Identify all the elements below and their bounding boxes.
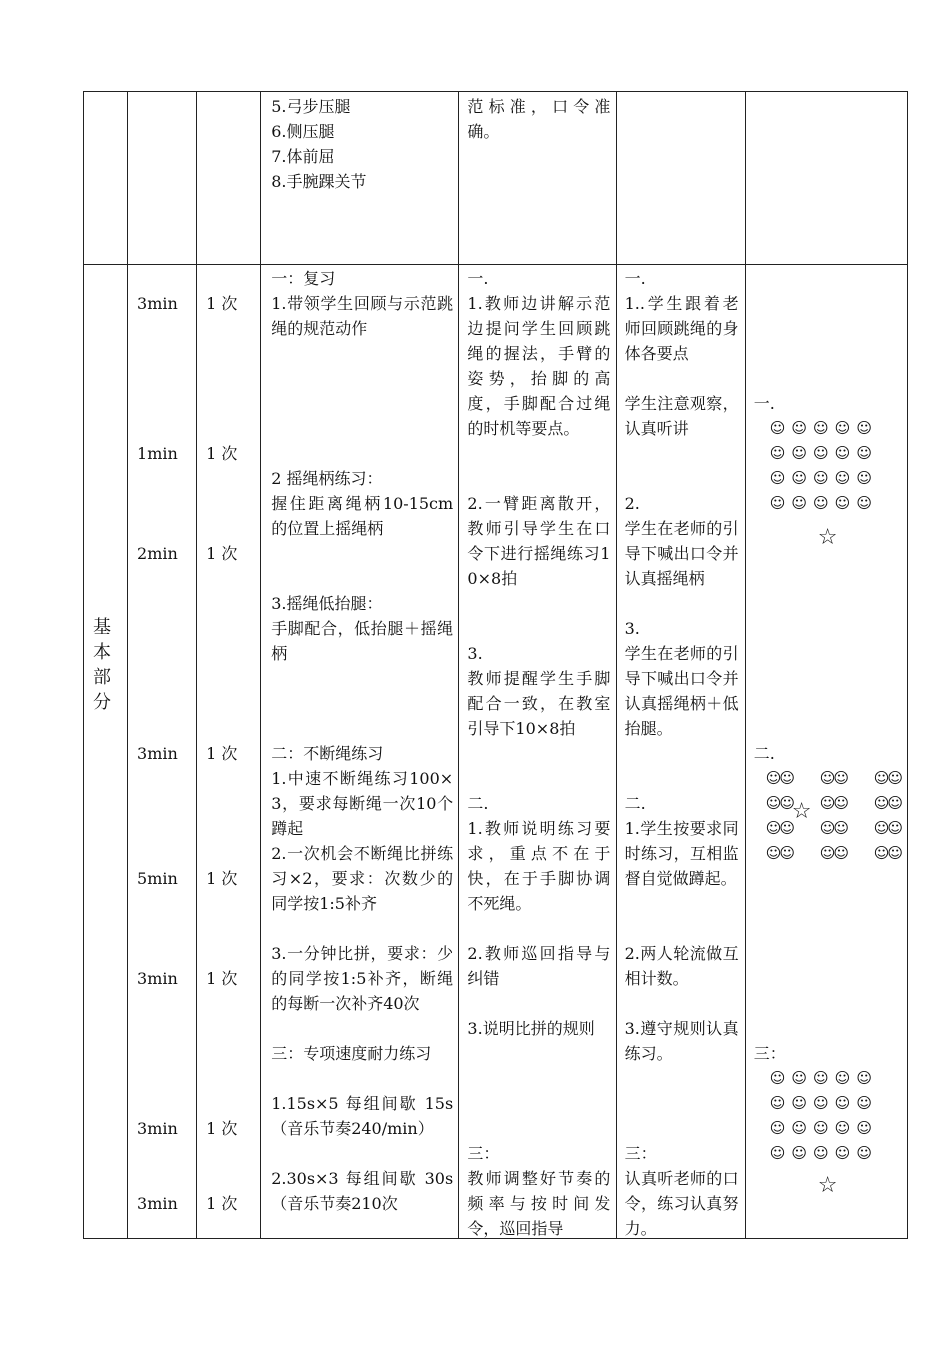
student-heading: 二. <box>624 794 646 813</box>
student-text: 学生在老师的引导下喊出口令并认真摇绳柄＋低抬腿。 <box>624 644 739 738</box>
time-value: 3min <box>137 744 178 763</box>
count-cell <box>197 92 261 265</box>
teacher-text: 教师提醒学生手脚配合一致，在教室引导下10×8拍 <box>467 669 611 738</box>
teacher-text: 2.教师巡回指导与纠错 <box>467 944 611 988</box>
section-heading: 一：复习 <box>271 269 336 288</box>
student-row-icon: ☺☺☺☺☺ <box>769 419 878 437</box>
student-cell <box>616 92 745 265</box>
content-item: 1.15s×5 每组间歇 15s（音乐节奏240/min） <box>271 1094 454 1138</box>
student-row-icon: ☺☺☺☺☺ <box>769 469 878 487</box>
student-pair-icon: ☺☺ <box>765 844 794 862</box>
section-cell <box>84 92 128 265</box>
content-item: 3.一分钟比拼，要求：少的同学按1:5补齐，断绳的每断一次补齐40次 <box>271 944 454 1013</box>
time-value: 3min <box>137 1119 178 1138</box>
student-row-icon: ☺☺☺☺☺ <box>769 1094 878 1112</box>
section-heading: 二：不断绳练习 <box>271 744 384 763</box>
count-value: 1 次 <box>206 969 238 988</box>
teacher-star-icon: ☆ <box>791 799 812 824</box>
teacher-text: 1.教师边讲解示范边提问学生回顾跳绳的握法，手臂的姿势，抬脚的高度，手脚配合过绳的时机等要点。 <box>467 294 611 438</box>
count-value: 1 次 <box>206 1194 238 1213</box>
teacher-text: 范标准，口令准确。 <box>467 97 611 141</box>
student-text: 学生在老师的引导下喊出口令并认真摇绳柄 <box>624 519 739 588</box>
student-row-icon: ☺☺☺☺☺ <box>769 1069 878 1087</box>
time-value: 3min <box>137 969 178 988</box>
student-pair-icon: ☺☺ <box>873 794 902 812</box>
time-value: 1min <box>137 444 178 463</box>
teacher-heading: 三： <box>467 1144 500 1163</box>
section-label: 基本部分 <box>93 617 111 713</box>
time-value: 5min <box>137 869 178 888</box>
formation-cell <box>745 92 907 265</box>
teacher-heading: 二. <box>467 794 489 813</box>
student-pair-icon: ☺☺ <box>873 844 902 862</box>
student-text: 1.学生按要求同时练习，互相监督自觉做蹲起。 <box>624 819 739 888</box>
content-item: 1.中速不断绳练习100×3，要求每断绳一次10个蹲起 <box>271 769 454 838</box>
student-row-icon: ☺☺☺☺☺ <box>769 1119 878 1137</box>
content-item: 2.30s×3 每组间歇 30s（音乐节奏210次 <box>271 1169 454 1213</box>
content-cell <box>261 265 459 1239</box>
student-cell <box>616 265 745 1239</box>
count-cell <box>197 265 261 1239</box>
count-value: 1 次 <box>206 544 238 563</box>
student-heading: 一. <box>624 269 646 288</box>
content-item: 5.弓步压腿 <box>271 97 351 116</box>
time-value: 3min <box>137 1194 178 1213</box>
student-pair-icon: ☺☺ <box>819 844 848 862</box>
student-pair-icon: ☺☺ <box>819 794 848 812</box>
teacher-text: 1.教师说明练习要求，重点不在于快，在于手脚协调不死绳。 <box>467 819 611 913</box>
student-text: 2.两人轮流做互相计数。 <box>624 944 739 988</box>
content-item: 3.摇绳低抬腿： <box>271 594 383 613</box>
formation-label: 一. <box>753 394 775 413</box>
student-row-icon: ☺☺☺☺☺ <box>769 494 878 512</box>
formation-cell <box>745 265 907 1239</box>
time-cell <box>128 92 197 265</box>
teacher-star-icon: ☆ <box>817 1173 838 1198</box>
content-item: 7.体前屈 <box>271 147 335 166</box>
count-value: 1 次 <box>206 294 238 313</box>
student-pair-icon: ☺☺ <box>765 819 794 837</box>
student-heading: 三： <box>624 1144 657 1163</box>
student-pair-icon: ☺☺ <box>765 794 794 812</box>
content-item: 8.手腕踝关节 <box>271 172 367 191</box>
student-pair-icon: ☺☺ <box>873 769 902 787</box>
student-text: 3.遵守规则认真练习。 <box>624 1019 739 1063</box>
count-value: 1 次 <box>206 744 238 763</box>
content-item: 2 摇绳柄练习： <box>271 469 383 488</box>
content-item: 6.侧压腿 <box>271 122 335 141</box>
time-value: 2min <box>137 544 178 563</box>
student-text: 认真听老师的口令，练习认真努力。 <box>624 1169 739 1238</box>
table-row-basic-section <box>84 265 908 1239</box>
student-heading: 2. <box>624 494 640 513</box>
student-row-icon: ☺☺☺☺☺ <box>769 1144 878 1162</box>
student-pair-icon: ☺☺ <box>819 769 848 787</box>
content-cell <box>261 92 459 265</box>
student-pair-icon: ☺☺ <box>873 819 902 837</box>
teacher-heading: 3. <box>467 644 483 663</box>
student-text: 1..学生跟着老师回顾跳绳的身体各要点 <box>624 294 739 363</box>
content-item: 2.一次机会不断绳比拼练习×2，要求：次数少的同学按1:5补齐 <box>271 844 454 913</box>
formation-label: 三： <box>753 1044 786 1063</box>
section-cell <box>84 265 128 1239</box>
time-cell <box>128 265 197 1239</box>
time-value: 3min <box>137 294 178 313</box>
table-row-warmup-continued <box>84 92 908 265</box>
teacher-text: 3.说明比拼的规则 <box>467 1019 595 1038</box>
student-text: 学生注意观察，认真听讲 <box>624 394 739 438</box>
student-pair-icon: ☺☺ <box>819 819 848 837</box>
teacher-cell <box>459 92 616 265</box>
student-pair-icon: ☺☺ <box>765 769 794 787</box>
teacher-text: 2.一臂距离散开，教师引导学生在口令下进行摇绳练习10×8拍 <box>467 494 611 588</box>
content-item: 握住距离绳柄10-15cm的位置上摇绳柄 <box>271 494 454 538</box>
teacher-text: 教师调整好节奏的频率与按时间发令，巡回指导 <box>467 1169 611 1238</box>
count-value: 1 次 <box>206 869 238 888</box>
teacher-cell <box>459 265 616 1239</box>
student-heading: 3. <box>624 619 640 638</box>
teacher-star-icon: ☆ <box>817 525 838 550</box>
student-row-icon: ☺☺☺☺☺ <box>769 444 878 462</box>
formation-label: 二. <box>753 744 775 763</box>
lesson-plan-table <box>83 91 908 1239</box>
count-value: 1 次 <box>206 444 238 463</box>
teacher-heading: 一. <box>467 269 489 288</box>
section-heading: 三：专项速度耐力练习 <box>271 1044 432 1063</box>
content-item: 1.带领学生回顾与示范跳绳的规范动作 <box>271 294 454 338</box>
content-item: 手脚配合，低抬腿＋摇绳柄 <box>271 619 454 663</box>
count-value: 1 次 <box>206 1119 238 1138</box>
